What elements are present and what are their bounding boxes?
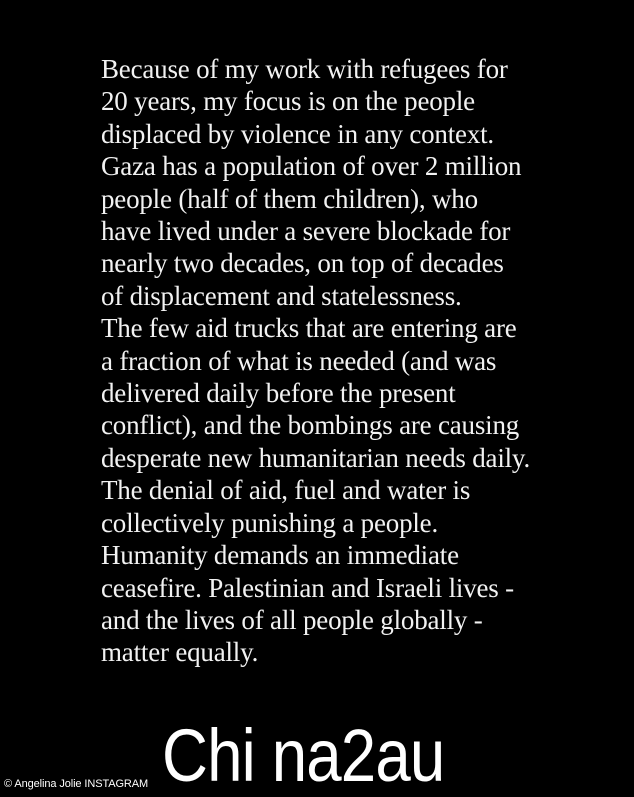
statement-line: 20 years, my focus is on the people <box>101 86 475 117</box>
statement-line: people (half of them children), who <box>101 183 478 214</box>
statement-line: Humanity demands an immediate <box>101 540 459 571</box>
statement-line: conflict), and the bombings are causing <box>101 410 520 441</box>
statement-line: and the lives of all people globally - <box>101 604 483 635</box>
statement-text <box>101 53 621 669</box>
statement-line: nearly two decades, on top of decades <box>101 248 504 279</box>
statement-line: collectively punishing a people. <box>101 507 439 538</box>
statement-line: Gaza has a population of over 2 million <box>101 151 522 182</box>
statement-line: matter equally. <box>101 637 259 668</box>
statement-line: displaced by violence in any context. <box>101 118 494 149</box>
photo-credit: © Angelina Jolie INSTAGRAM <box>4 778 149 790</box>
statement-line: The few aid trucks that are entering are <box>101 313 517 344</box>
statement-line: delivered daily before the present <box>101 378 456 409</box>
statement-line: desperate new humanitarian needs daily. <box>101 442 531 473</box>
statement-line: The denial of aid, fuel and water is <box>101 475 471 506</box>
statement-line: ceasefire. Palestinian and Israeli lives - <box>101 572 514 603</box>
statement-line: of displacement and statelessness. <box>101 280 462 311</box>
watermark: Chi na2au <box>162 714 445 797</box>
statement-line: have lived under a severe blockade for <box>101 216 511 247</box>
statement-line: a fraction of what is needed (and was <box>101 345 497 376</box>
statement-line: Because of my work with refugees for <box>101 54 508 84</box>
